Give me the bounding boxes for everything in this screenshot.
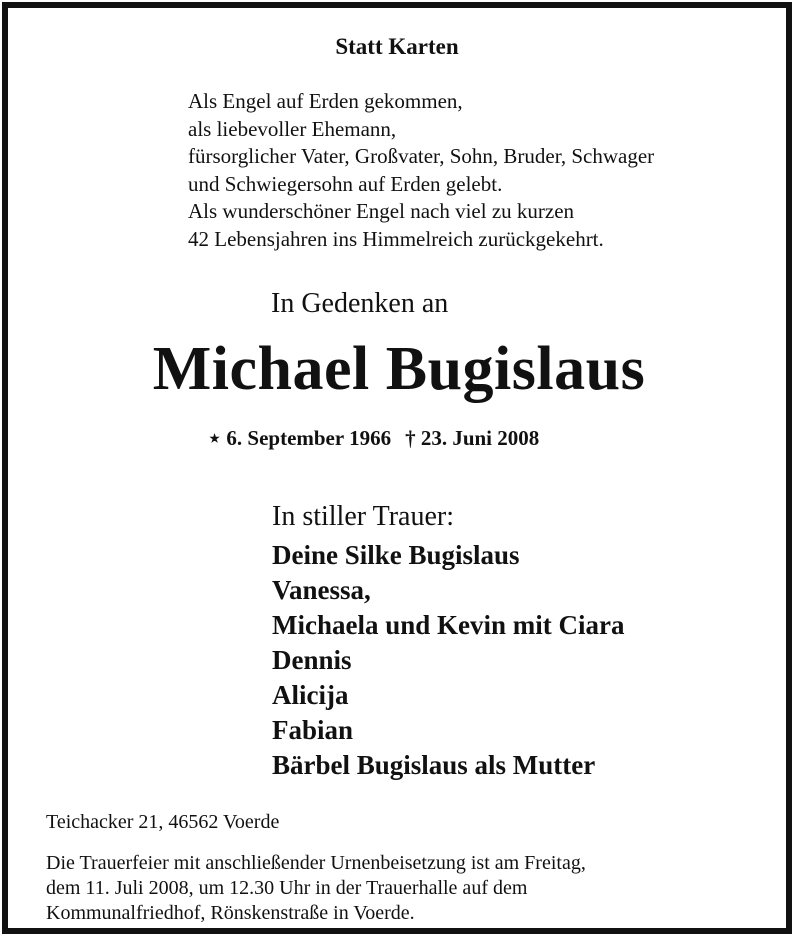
poem-line: Als Engel auf Erden gekommen,	[188, 89, 463, 113]
mourner-name: Vanessa,	[272, 575, 371, 605]
notice-line: Die Trauerfeier mit anschließender Urnenbeisetzung ist am Freitag,	[46, 852, 586, 874]
notice-line: Kommunalfriedhof, Rönskenstraße in Voerde.	[46, 902, 415, 924]
poem-line: als liebevoller Ehemann,	[188, 116, 397, 141]
mourner-name: Deine Silke Bugislaus	[272, 540, 520, 570]
poem	[188, 88, 654, 253]
deceased-name: Michael Bugislaus	[152, 335, 646, 403]
header-statt-karten: Statt Karten	[335, 34, 459, 59]
poem-line: und Schwiegersohn auf Erden gelebt.	[188, 171, 503, 196]
funeral-notice	[46, 851, 586, 926]
notice-line: dem 11. Juli 2008, um 12.30 Uhr in der Trauerhalle auf dem	[46, 877, 528, 899]
poem-line: Als wunderschöner Engel nach viel zu kurzen	[188, 199, 575, 223]
birth-date: ⋆ 6. September 1966	[208, 426, 392, 450]
mourner-name: Bärbel Bugislaus als Mutter	[272, 750, 596, 780]
mourners-list	[272, 538, 625, 783]
mourners-label: In stiller Trauer:	[272, 501, 454, 532]
obituary-frame	[2, 2, 792, 934]
mourner-name: Michaela und Kevin mit Ciara	[272, 610, 625, 640]
life-dates	[208, 426, 539, 451]
mourner-name: Alicija	[272, 680, 349, 710]
death-date: † 23. Juni 2008	[405, 426, 540, 450]
poem-line: 42 Lebensjahren ins Himmelreich zurückgekehrt.	[188, 226, 604, 251]
mourner-name: Dennis	[272, 645, 352, 675]
poem-line: fürsorglicher Vater, Großvater, Sohn, Bruder, Schwager	[188, 144, 655, 168]
mourner-name: Fabian	[272, 715, 354, 745]
memorial-intro: In Gedenken an	[271, 288, 449, 319]
address: Teichacker 21, 46562 Voerde	[46, 811, 280, 833]
